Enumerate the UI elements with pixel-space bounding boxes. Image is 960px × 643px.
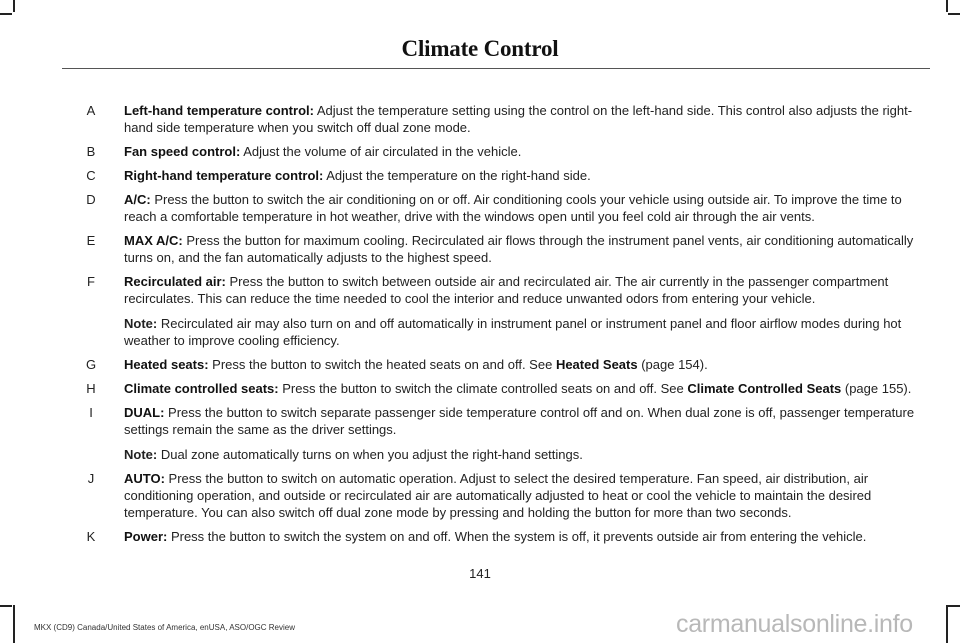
item-text: Press the button to switch separate passenger side temperature control off and on. When dual zone is off, passenger temperature settings remain the same as the driver settings. bbox=[124, 405, 915, 437]
item-text: Press the button to switch the heated seats on and off. See bbox=[208, 357, 556, 372]
legend-item-c bbox=[0, 167, 960, 184]
legend-item-f bbox=[0, 273, 960, 349]
note-label: Note: bbox=[124, 447, 158, 462]
item-description bbox=[124, 470, 924, 521]
item-label: Fan speed control: bbox=[124, 144, 241, 159]
page-title: Climate Control bbox=[401, 36, 559, 61]
item-description bbox=[124, 102, 924, 136]
item-text: Press the button to switch the air conditioning on or off. Air conditioning cools your vehicle using outside air. To improve the time to reach a comfortable temperature in hot weather, drive with the windows open until you feel cold air through the air vents. bbox=[124, 192, 902, 224]
crop-mark bbox=[0, 13, 12, 15]
crop-mark bbox=[0, 605, 12, 607]
item-letter: H bbox=[86, 381, 96, 396]
item-description bbox=[124, 528, 924, 545]
item-description bbox=[124, 380, 924, 397]
item-label: MAX A/C: bbox=[124, 233, 183, 248]
item-letter: C bbox=[86, 168, 96, 183]
item-description bbox=[124, 191, 924, 225]
header-rule bbox=[62, 68, 930, 69]
page-number: 141 bbox=[469, 566, 491, 581]
legend-item-e bbox=[0, 232, 960, 266]
item-letter: G bbox=[85, 357, 97, 372]
legend-item-j bbox=[0, 470, 960, 521]
item-label: DUAL: bbox=[124, 405, 165, 420]
legend-item-a bbox=[0, 102, 960, 136]
item-label: Right-hand temperature control: bbox=[124, 168, 324, 183]
item-description bbox=[124, 356, 924, 373]
item-text: Press the button to switch the climate controlled seats on and off. See bbox=[278, 381, 688, 396]
item-text: Press the button for maximum cooling. Recirculated air flows through the instrument panel vents, air conditioning automatically turns on, and the fan automatically adjusts to the highest speed. bbox=[124, 233, 914, 265]
item-letter: J bbox=[87, 471, 95, 486]
watermark: carmanualsonline.info bbox=[676, 610, 913, 638]
note-label: Note: bbox=[124, 316, 158, 331]
item-label: Recirculated air: bbox=[124, 274, 226, 289]
crop-mark bbox=[948, 13, 960, 15]
item-note bbox=[124, 446, 924, 463]
legend-list bbox=[0, 102, 960, 552]
item-text: Press the button to switch between outside air and recirculated air. The air currently in the passenger compartment recirculates. This can reduce the time needed to cool the interior and reduce unwanted odors from entering your vehicle. bbox=[124, 274, 889, 306]
page-reference: (page 154). bbox=[637, 357, 708, 372]
item-letter: D bbox=[86, 192, 96, 207]
item-text: Press the button to switch on automatic operation. Adjust to select the desired temperature. Fan speed, air distribution, air conditioning operation, and outside or recirculated air are automatically adjusted to heat or cool the vehicle to maintain the desired temperature. You can also switch off dual zone mode by pressing and holding the button for more than two seconds. bbox=[124, 471, 872, 520]
legend-item-d bbox=[0, 191, 960, 225]
item-label: A/C: bbox=[124, 192, 151, 207]
legend-item-b bbox=[0, 143, 960, 160]
cross-reference-link[interactable]: Heated Seats bbox=[555, 357, 638, 372]
cross-reference-link[interactable]: Climate Controlled Seats bbox=[687, 381, 842, 396]
crop-mark bbox=[946, 605, 948, 643]
page-reference: (page 155). bbox=[841, 381, 912, 396]
item-description bbox=[124, 143, 924, 160]
item-note bbox=[124, 315, 924, 349]
item-label: AUTO: bbox=[124, 471, 165, 486]
crop-mark bbox=[13, 0, 15, 12]
item-letter: F bbox=[87, 274, 95, 289]
note-text: Recirculated air may also turn on and off automatically in instrument panel or instrument panel and floor airflow modes during hot weather to improve cooling efficiency. bbox=[124, 316, 902, 348]
item-letter: K bbox=[86, 529, 96, 544]
document-info: MKX (CD9) Canada/United States of America, enUSA, ASO/OGC Review bbox=[34, 623, 295, 632]
item-text: Adjust the temperature setting using the control on the left-hand side. This control also adjusts the right-hand side temperature when you switch off dual zone mode. bbox=[124, 103, 913, 135]
legend-item-h bbox=[0, 380, 960, 397]
item-label: Power: bbox=[124, 529, 168, 544]
item-letter: B bbox=[86, 144, 96, 159]
item-text: Adjust the volume of air circulated in the vehicle. bbox=[240, 144, 522, 159]
item-label: Heated seats: bbox=[124, 357, 209, 372]
item-description bbox=[124, 404, 924, 438]
legend-item-g bbox=[0, 356, 960, 373]
crop-mark bbox=[13, 605, 15, 643]
item-letter: I bbox=[89, 405, 93, 420]
item-label: Climate controlled seats: bbox=[124, 381, 279, 396]
item-text: Adjust the temperature on the right-hand side. bbox=[323, 168, 591, 183]
item-letter: E bbox=[86, 233, 96, 248]
item-label: Left-hand temperature control: bbox=[124, 103, 314, 118]
crop-mark bbox=[948, 605, 960, 607]
legend-item-i bbox=[0, 404, 960, 463]
legend-item-k bbox=[0, 528, 960, 545]
crop-mark bbox=[946, 0, 948, 12]
note-text: Dual zone automatically turns on when you adjust the right-hand settings. bbox=[157, 447, 583, 462]
item-description bbox=[124, 273, 924, 307]
item-text: Press the button to switch the system on and off. When the system is off, it prevents outside air from entering the vehicle. bbox=[167, 529, 867, 544]
item-description bbox=[124, 232, 924, 266]
item-letter: A bbox=[86, 103, 96, 118]
item-description bbox=[124, 167, 924, 184]
